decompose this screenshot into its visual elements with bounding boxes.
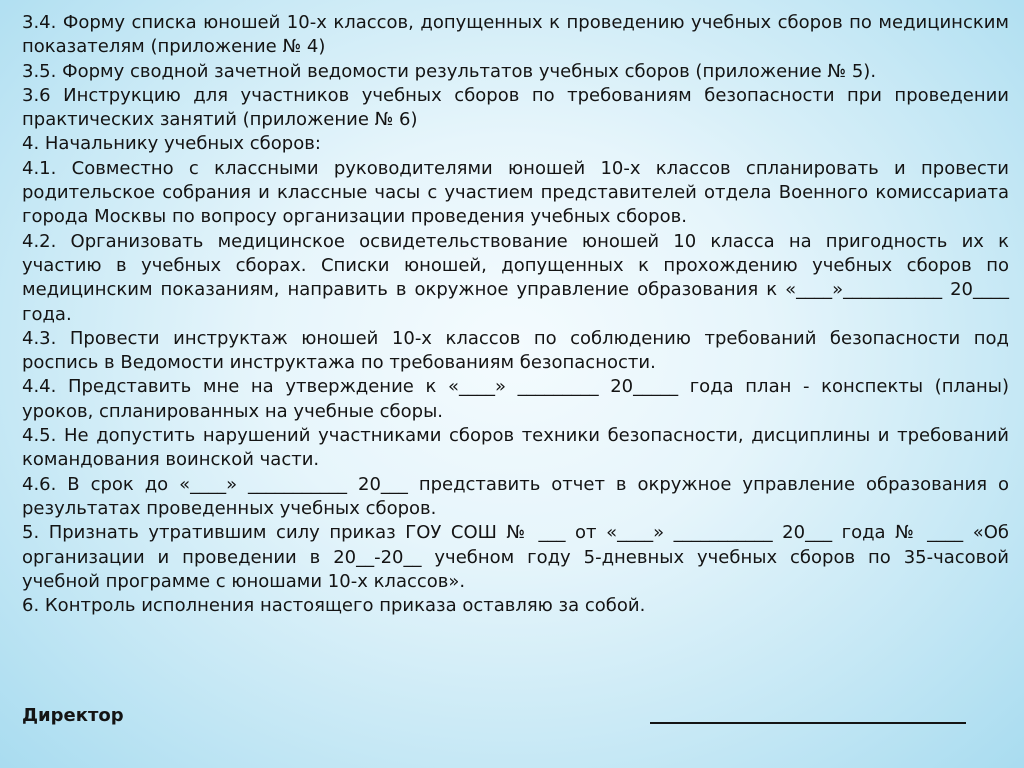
paragraph-3-6: 3.6 Инструкцию для участников учебных сборов по требованиям безопасности при проведении практических занятий (приложение № 6) [22, 84, 1009, 131]
paragraph-3-4: 3.4. Форму списка юношей 10-х классов, допущенных к проведению учебных сборов по медицинским показателям (приложение № 4) [22, 12, 1009, 58]
signature-block [22, 705, 1009, 735]
paragraph-5: 5. Признать утратившим силу приказ ГОУ СОШ № ___ от «____» ___________ 20___ года № ____ «Об организации и проведении в 20__-20__ учебном году 5-дневных учебных сборов по 35-часовой учебной программе с юношами 10-х классов». [22, 522, 1009, 592]
paragraph-4-2: 4.2. Организовать медицинское освидетельствование юношей 10 класса на пригодность их к участию в учебных сборах. Списки юношей, допущенных к прохождению учебных сборов по медицинским показаниям, направить в окружное управление образования к «____»___________ 20____ года. [22, 230, 1009, 325]
paragraph-4-1: 4.1. Совместно с классными руководителями юношей 10-х классов спланировать и провести родительское собрания и классные часы с участием представителей отдела Военного комиссариата города Москвы по вопросу организации проведения учебных сборов. [22, 157, 1009, 228]
paragraph-4-3: 4.3. Провести инструктаж юношей 10-х классов по соблюдению требований безопасности под роспись в Ведомости инструктажа по требованиям безопасности. [22, 327, 1009, 374]
paragraph-4: 4. Начальнику учебных сборов: [22, 133, 321, 155]
paragraph-4-4: 4.4. Представить мне на утверждение к «____» _________ 20_____ года план - конспекты (планы) уроков, спланированных на учебные сборы. [22, 376, 1009, 422]
paragraph-3-5: 3.5. Форму сводной зачетной ведомости результатов учебных сборов (приложение № 5). [22, 60, 877, 82]
signature-line [650, 722, 966, 724]
director-label: Директор [22, 705, 124, 726]
paragraph-4-6: 4.6. В срок до «____» ___________ 20___ представить отчет в окружное управление образования о результатах проведенных учебных сборов. [22, 473, 1009, 519]
paragraph-6: 6. Контроль исполнения настоящего приказа оставляю за собой. [22, 595, 646, 617]
paragraph-4-5: 4.5. Не допустить нарушений участниками сборов техники безопасности, дисциплины и требований командования воинской части. [22, 425, 1009, 471]
document-body [22, 11, 1009, 618]
